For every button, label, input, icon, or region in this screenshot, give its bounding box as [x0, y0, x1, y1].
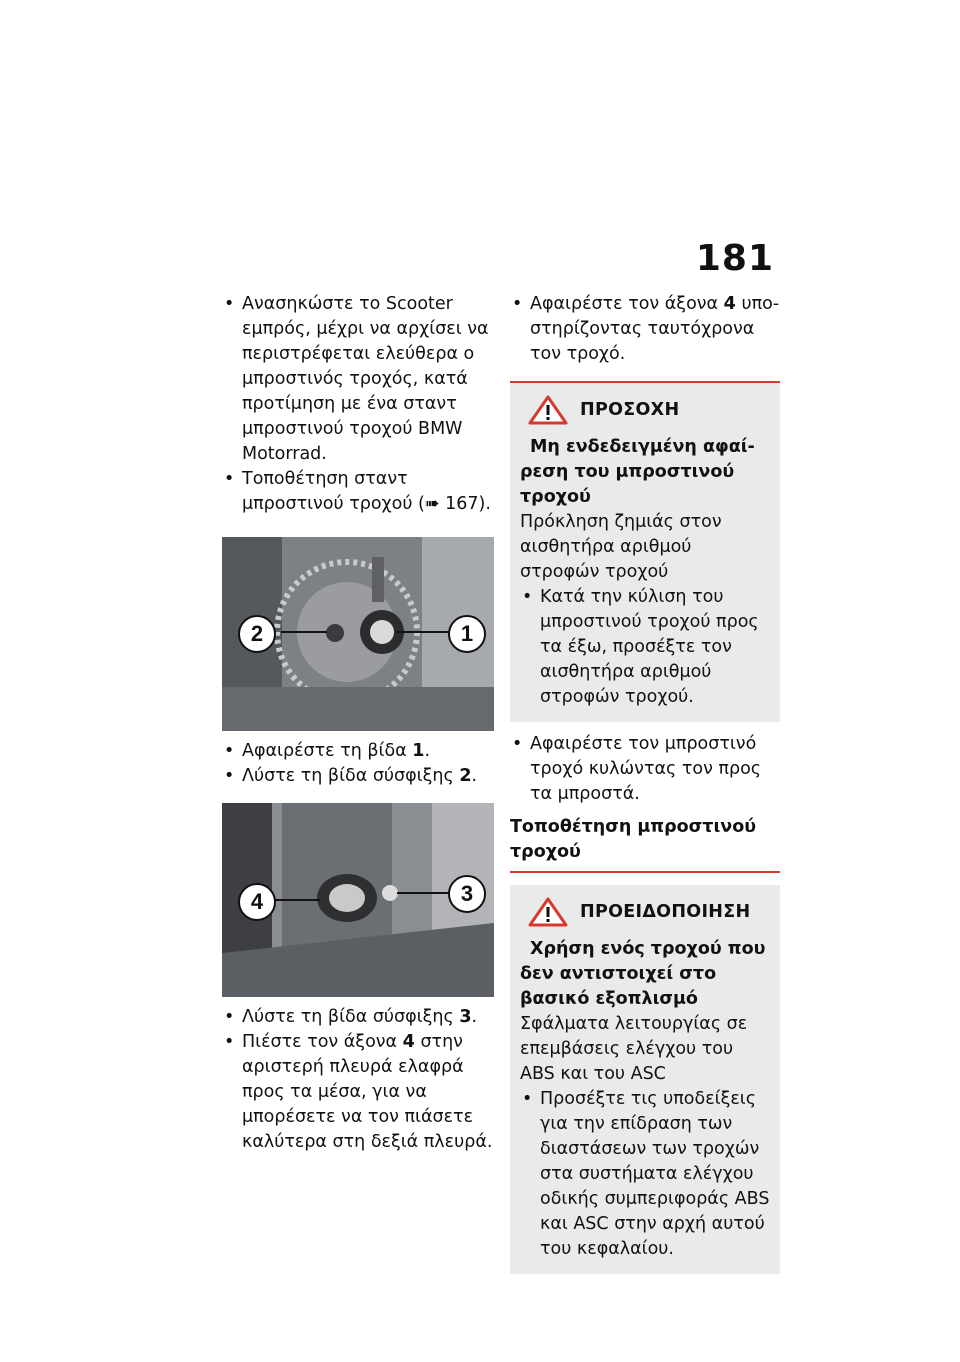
caution-title: ΠΡΟΣΟΧΗ: [580, 400, 680, 420]
caution-subtitle: Μη ενδεδειγμένη αφαίρεση του μπροστινού τροχού: [520, 437, 755, 507]
callout-3: 3: [448, 875, 486, 913]
photo-front-axle-screws: [222, 537, 494, 731]
instruction-remove-screw: • Αφαιρέστε τη βίδα 1.: [222, 739, 494, 764]
reference-number: 3: [459, 1007, 472, 1027]
warning-header: [520, 897, 770, 927]
instruction-text: Λύστε τη βίδα σύσφιξης: [242, 1007, 454, 1027]
callout-4: 4: [238, 883, 276, 921]
reference-number: 4: [402, 1032, 415, 1052]
caution-text: Πρόκληση ζημιάς στον αισθητήρα αριθμού στροφών τροχού: [520, 512, 722, 582]
instruction-text: Αφαιρέστε τον άξονα: [530, 294, 719, 314]
warning-bullet: • Προσέξτε τις υποδείξεις για την επίδραση των διαστάσεων των τροχών στα συστήματα ελέγχου οδικής συμπεριφοράς ABS και ASC στην αρχή αυτού του κεφαλαίου.: [520, 1087, 770, 1262]
warning-text: Σφάλματα λειτουργίας σε επεμβάσεις ελέγχου του ABS και του ASC: [520, 1014, 748, 1084]
callout-2: 2: [238, 615, 276, 653]
warning-subtitle: Χρήση ενός τροχού που δεν αντιστοιχεί στο βασικό εξοπλισμό: [520, 939, 766, 1009]
callout-1: 1: [448, 615, 486, 653]
page-number: 181: [695, 238, 774, 279]
warning-triangle-icon: [528, 395, 568, 425]
instruction-text: Αφαιρέστε τη βίδα: [242, 741, 407, 761]
caution-box: [510, 381, 780, 722]
caution-bullet: • Κατά την κύλιση του μπροστινού τροχού προς τα έξω, προσέξτε τον αισθητήρα αριθμού στροφών τροχού.: [520, 585, 770, 710]
left-column: [222, 292, 494, 1155]
instruction-remove-wheel: • Αφαιρέστε τον μπροστινό τροχό κυλώντας τον προς τα μπροστά.: [510, 732, 780, 807]
warning-box: [510, 885, 780, 1274]
instruction-remove-axle: [510, 292, 780, 367]
instruction-text: στην αριστερή πλευρά ελαφρά προς τα μέσα, για να μπορέσετε να τον πιάσετε καλύτερα στη δεξιά πλευρά.: [242, 1032, 493, 1152]
warning-title: ΠΡΟΕΙΔΟΠΟΙΗΣΗ: [580, 902, 751, 922]
warning-triangle-icon: [528, 897, 568, 927]
instruction-loosen-clamp-screw-3: • Λύστε τη βίδα σύσφιξης 3.: [222, 1005, 494, 1030]
instruction-loosen-clamp-screw: • Λύστε τη βίδα σύσφιξης 2.: [222, 764, 494, 789]
instruction-push-axle: [222, 1030, 494, 1155]
reference-number: 1: [412, 741, 425, 761]
instruction-text: υποστηρίζοντας ταυτόχρονα τον τροχό.: [530, 294, 780, 364]
reference-number: 4: [723, 294, 736, 314]
right-column: [510, 292, 780, 1284]
instruction-lift-scooter: • Ανασηκώστε το Scooter εμπρός, μέχρι να αρχίσει να περιστρέφεται ελεύθερα ο μπροστινός τροχός, κατά προτίμηση με ένα σταντ μπροστινού τροχού BMW Motorrad.: [222, 292, 494, 467]
instruction-stand-reference: • Τοποθέτηση σταντ μπροστινού τροχού (➠ 167).: [222, 467, 494, 517]
reference-number: 2: [459, 766, 472, 786]
photo-axle-clamp: [222, 803, 494, 997]
instruction-text: Λύστε τη βίδα σύσφιξης: [242, 766, 454, 786]
caution-header: [520, 395, 770, 425]
instruction-text: Πιέστε τον άξονα: [242, 1032, 398, 1052]
section-title-install-front-wheel: Τοποθέτηση μπροστινού τροχού: [510, 815, 780, 873]
